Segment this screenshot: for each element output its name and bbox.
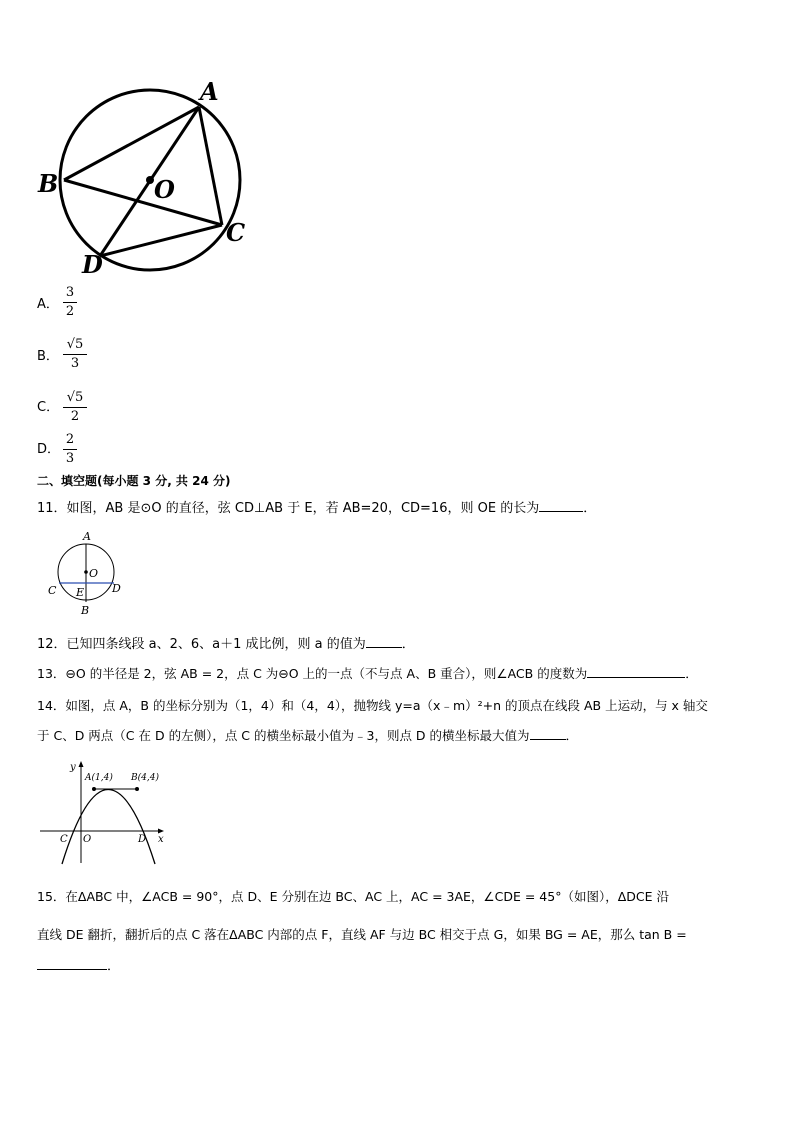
option-c-letter: C． bbox=[37, 400, 60, 415]
figure-circle-chord bbox=[44, 526, 134, 618]
segment-ac bbox=[199, 107, 222, 225]
option-b-denominator: 3 bbox=[70, 356, 80, 371]
label-o: O bbox=[154, 175, 175, 204]
question-15-end: ． bbox=[107, 959, 121, 974]
fig3-label-c: C bbox=[60, 834, 68, 845]
fig3-label-b: B(4,4) bbox=[131, 773, 159, 783]
question-11-end: ． bbox=[583, 501, 597, 516]
option-d-fraction bbox=[63, 432, 77, 467]
center-point-o bbox=[146, 176, 154, 184]
option-b bbox=[37, 348, 59, 366]
answer-blank-14[interactable] bbox=[530, 727, 566, 740]
fig2-label-c: C bbox=[48, 584, 57, 597]
question-13-end: ． bbox=[685, 666, 698, 681]
figure-parabola bbox=[36, 758, 170, 868]
center-point-o-small bbox=[84, 570, 88, 574]
question-12 bbox=[37, 635, 415, 654]
option-a-numerator: 3 bbox=[65, 285, 75, 300]
question-14-line-1: 14．如图，点 A，B 的坐标分别为（1，4）和（4，4），抛物线 y=a（x﹣m）²+n 的顶点在线段 AB 上运动，与 x 轴交 bbox=[37, 698, 708, 713]
y-axis-arrow-icon bbox=[79, 761, 84, 767]
point-b bbox=[135, 787, 139, 791]
option-a-letter: A． bbox=[37, 297, 59, 312]
answer-blank-13[interactable] bbox=[587, 665, 685, 678]
fig3-label-y: y bbox=[70, 762, 76, 773]
option-c-numerator: √5 bbox=[66, 390, 84, 405]
question-15-line-3 bbox=[37, 957, 120, 976]
option-d-denominator: 3 bbox=[65, 451, 75, 466]
x-axis-arrow-icon bbox=[158, 829, 164, 834]
label-d: D bbox=[82, 250, 103, 279]
option-d-numerator: 2 bbox=[65, 432, 75, 447]
option-b-numerator: √5 bbox=[66, 337, 84, 352]
fig3-label-x: x bbox=[158, 834, 164, 845]
answer-blank-12[interactable] bbox=[366, 635, 402, 648]
fig3-label-o: O bbox=[83, 834, 92, 845]
section-title: 二、填空题(每小题 3 分, 共 24 分) bbox=[37, 474, 231, 488]
question-15-line-1: 15．在ΔABC 中，∠ACB = 90°，点 D、E 分别在边 BC、AC 上，AC = 3AE，∠CDE = 45°（如图），ΔDCE 沿 bbox=[37, 889, 669, 904]
question-13 bbox=[37, 665, 698, 683]
question-14-end: ． bbox=[565, 728, 579, 743]
question-12-text: 12．已知四条线段 a、2、6、a＋1 成比例，则 a 的值为 bbox=[37, 637, 366, 652]
option-c-denominator: 2 bbox=[70, 409, 80, 424]
answer-blank-11[interactable] bbox=[539, 499, 583, 512]
fig3-label-d: D bbox=[138, 834, 147, 845]
label-c: C bbox=[226, 218, 246, 247]
question-15-line-2: 直线 DE 翻折，翻折后的点 C 落在ΔABC 内部的点 F，直线 AF 与边 BC 相交于点 G，如果 BG = AE，那么 tan B = bbox=[37, 927, 687, 942]
parabola-curve bbox=[62, 790, 155, 865]
question-11-text: 11．如图，AB 是⊙O 的直径，弦 CD⊥AB 于 E，若 AB=20，CD=16，则 OE 的长为 bbox=[37, 501, 540, 516]
option-b-fraction bbox=[63, 337, 87, 372]
question-14-text: 于 C、D 两点（C 在 D 的左侧），点 C 的横坐标最小值为﹣3，则点 D 的横坐标最大值为 bbox=[37, 728, 530, 743]
option-c bbox=[37, 399, 59, 417]
answer-blank-15[interactable] bbox=[37, 957, 107, 970]
label-b: B bbox=[38, 169, 59, 198]
option-b-letter: B． bbox=[37, 349, 59, 364]
option-c-fraction bbox=[63, 390, 87, 425]
question-11 bbox=[37, 499, 596, 518]
option-a-denominator: 2 bbox=[65, 304, 75, 319]
fig3-label-a: A(1,4) bbox=[85, 773, 113, 783]
option-d bbox=[37, 441, 60, 459]
question-12-end: ． bbox=[401, 637, 415, 652]
fig2-label-d: D bbox=[112, 582, 121, 595]
fig2-label-e: E bbox=[76, 586, 85, 599]
question-14-line-2 bbox=[37, 727, 578, 745]
option-a bbox=[37, 296, 59, 314]
point-a bbox=[92, 787, 96, 791]
label-a: A bbox=[200, 77, 219, 106]
fig2-label-o: O bbox=[89, 567, 99, 580]
segment-bc bbox=[64, 180, 222, 225]
fig2-label-b: B bbox=[81, 604, 90, 617]
question-13-text: 13．⊖O 的半径是 2，弦 AB = 2，点 C 为⊖O 上的一点（不与点 A、B 重合），则∠ACB 的度数为 bbox=[37, 666, 588, 681]
option-d-letter: D． bbox=[37, 442, 61, 457]
fig2-label-a: A bbox=[83, 530, 91, 543]
option-a-fraction bbox=[63, 285, 77, 320]
figure-circle-abcd bbox=[30, 75, 260, 280]
